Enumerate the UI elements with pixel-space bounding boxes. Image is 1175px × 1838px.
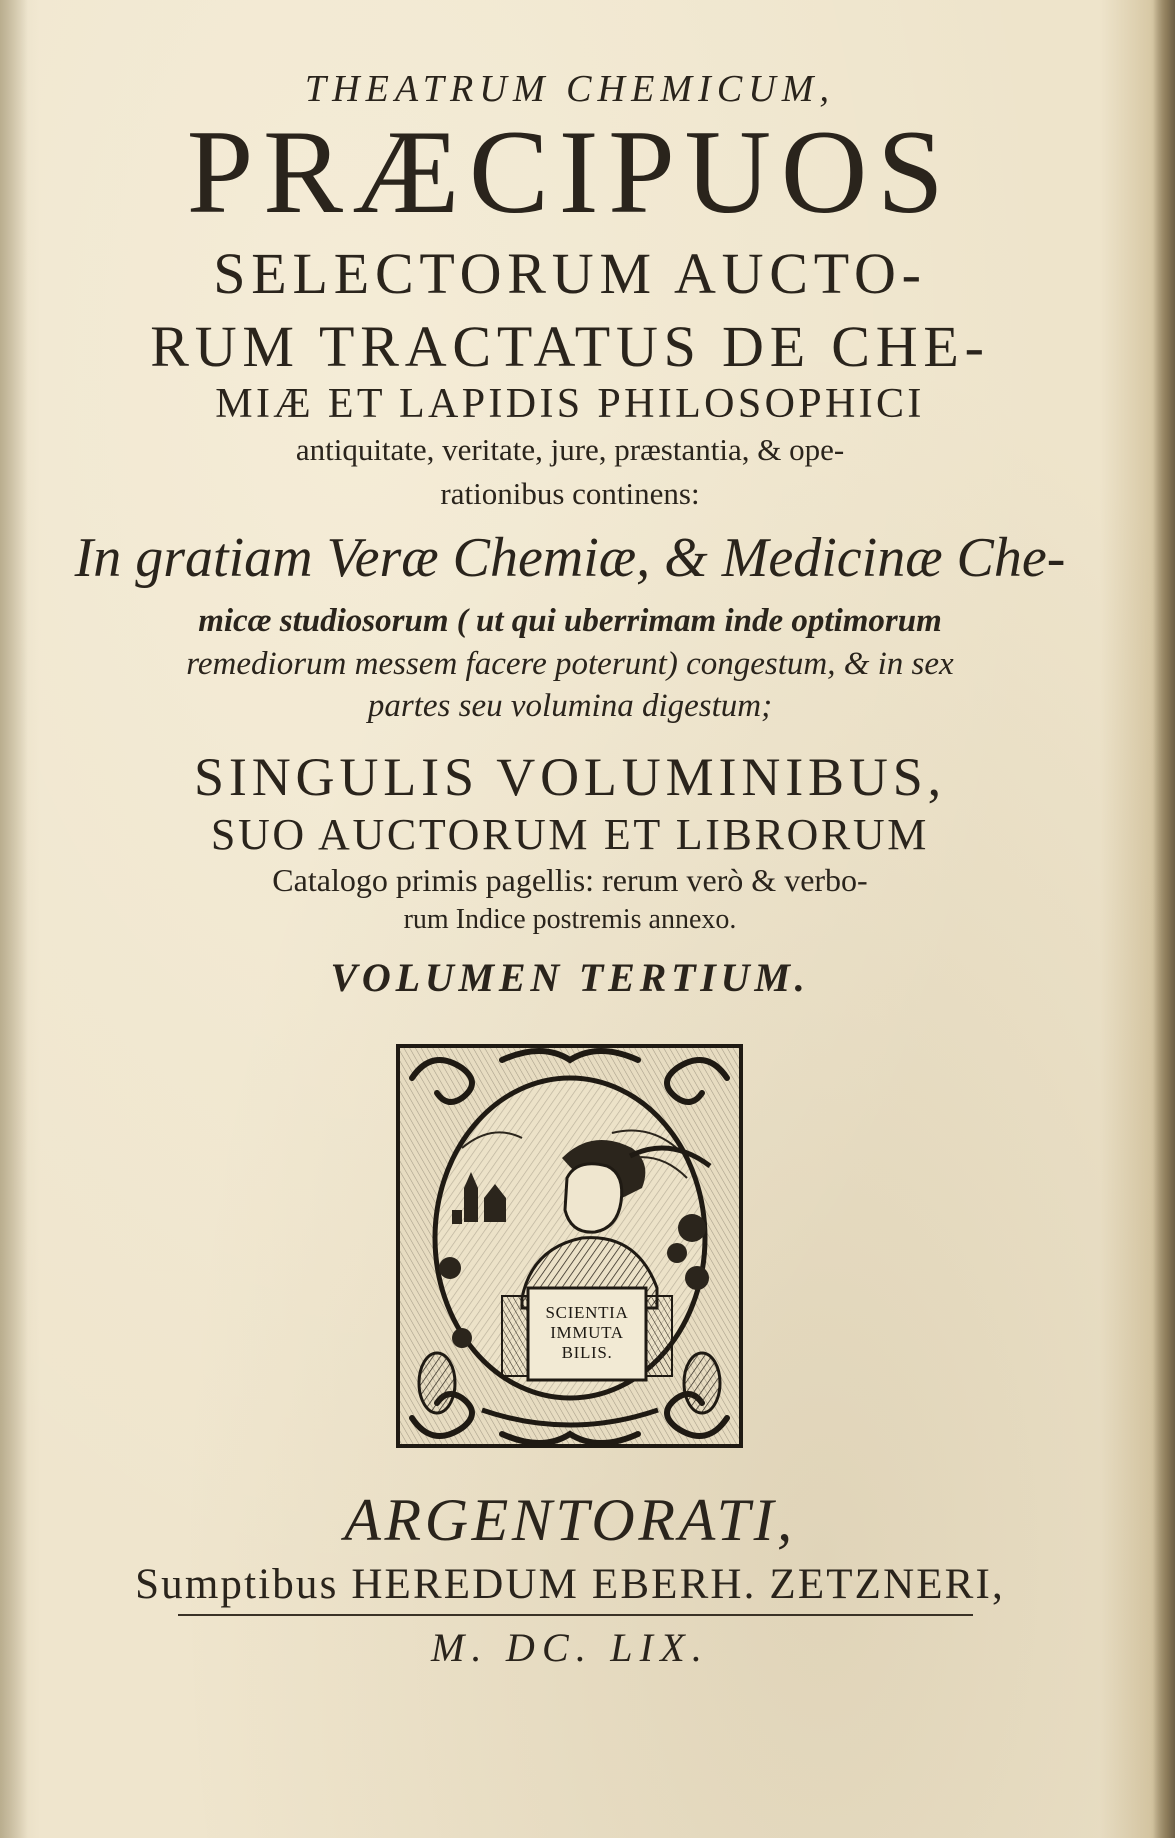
title-line-1: THEATRUM CHEMICUM, — [304, 68, 836, 110]
imprint-rule — [178, 1614, 973, 1616]
imprint-publisher: Sumptibus HEREDUM EBERH. ZETZNERI, — [135, 1561, 1005, 1608]
title-line-5: MIÆ ET LAPIDIS PHILOSOPHICI — [215, 381, 925, 427]
title-line-8: In gratiam Veræ Chemiæ, & Medicinæ Che- — [74, 527, 1066, 589]
title-line-3: SELECTORUM AUCTO- — [213, 241, 927, 306]
title-line-4: RUM TRACTATUS DE CHE- — [150, 314, 990, 379]
title-line-11: partes seu volumina digestum; — [367, 688, 773, 724]
title-line-10: remediorum messem facere poterunt) congestum, & in sex — [186, 646, 954, 682]
imprint-place: ARGENTORATI, — [344, 1487, 796, 1553]
imprint-year: M. DC. LIX. — [430, 1625, 710, 1670]
title-line-13: SUO AUCTORUM ET LIBRORUM — [210, 810, 930, 859]
title-line-6: antiquitate, veritate, jure, præstantia, & ope- — [295, 432, 845, 467]
title-line-2: PRÆCIPUOS — [186, 105, 954, 238]
volume-designation: VOLUMEN TERTIUM. — [330, 955, 810, 1000]
title-line-15: rum Indice postremis annexo. — [403, 904, 737, 935]
title-line-12: SINGULIS VOLUMINIBUS, — [193, 747, 947, 807]
printers-device-woodcut — [392, 1038, 747, 1453]
device-motto: SCIENTIA IMMUTA BILIS. — [545, 1303, 629, 1362]
title-line-14: Catalogo primis pagellis: rerum verò & verbo- — [272, 862, 868, 898]
title-line-7: rationibus continens: — [440, 476, 700, 511]
title-line-9: micæ studiosorum ( ut qui uberrimam inde optimorum — [198, 603, 942, 639]
